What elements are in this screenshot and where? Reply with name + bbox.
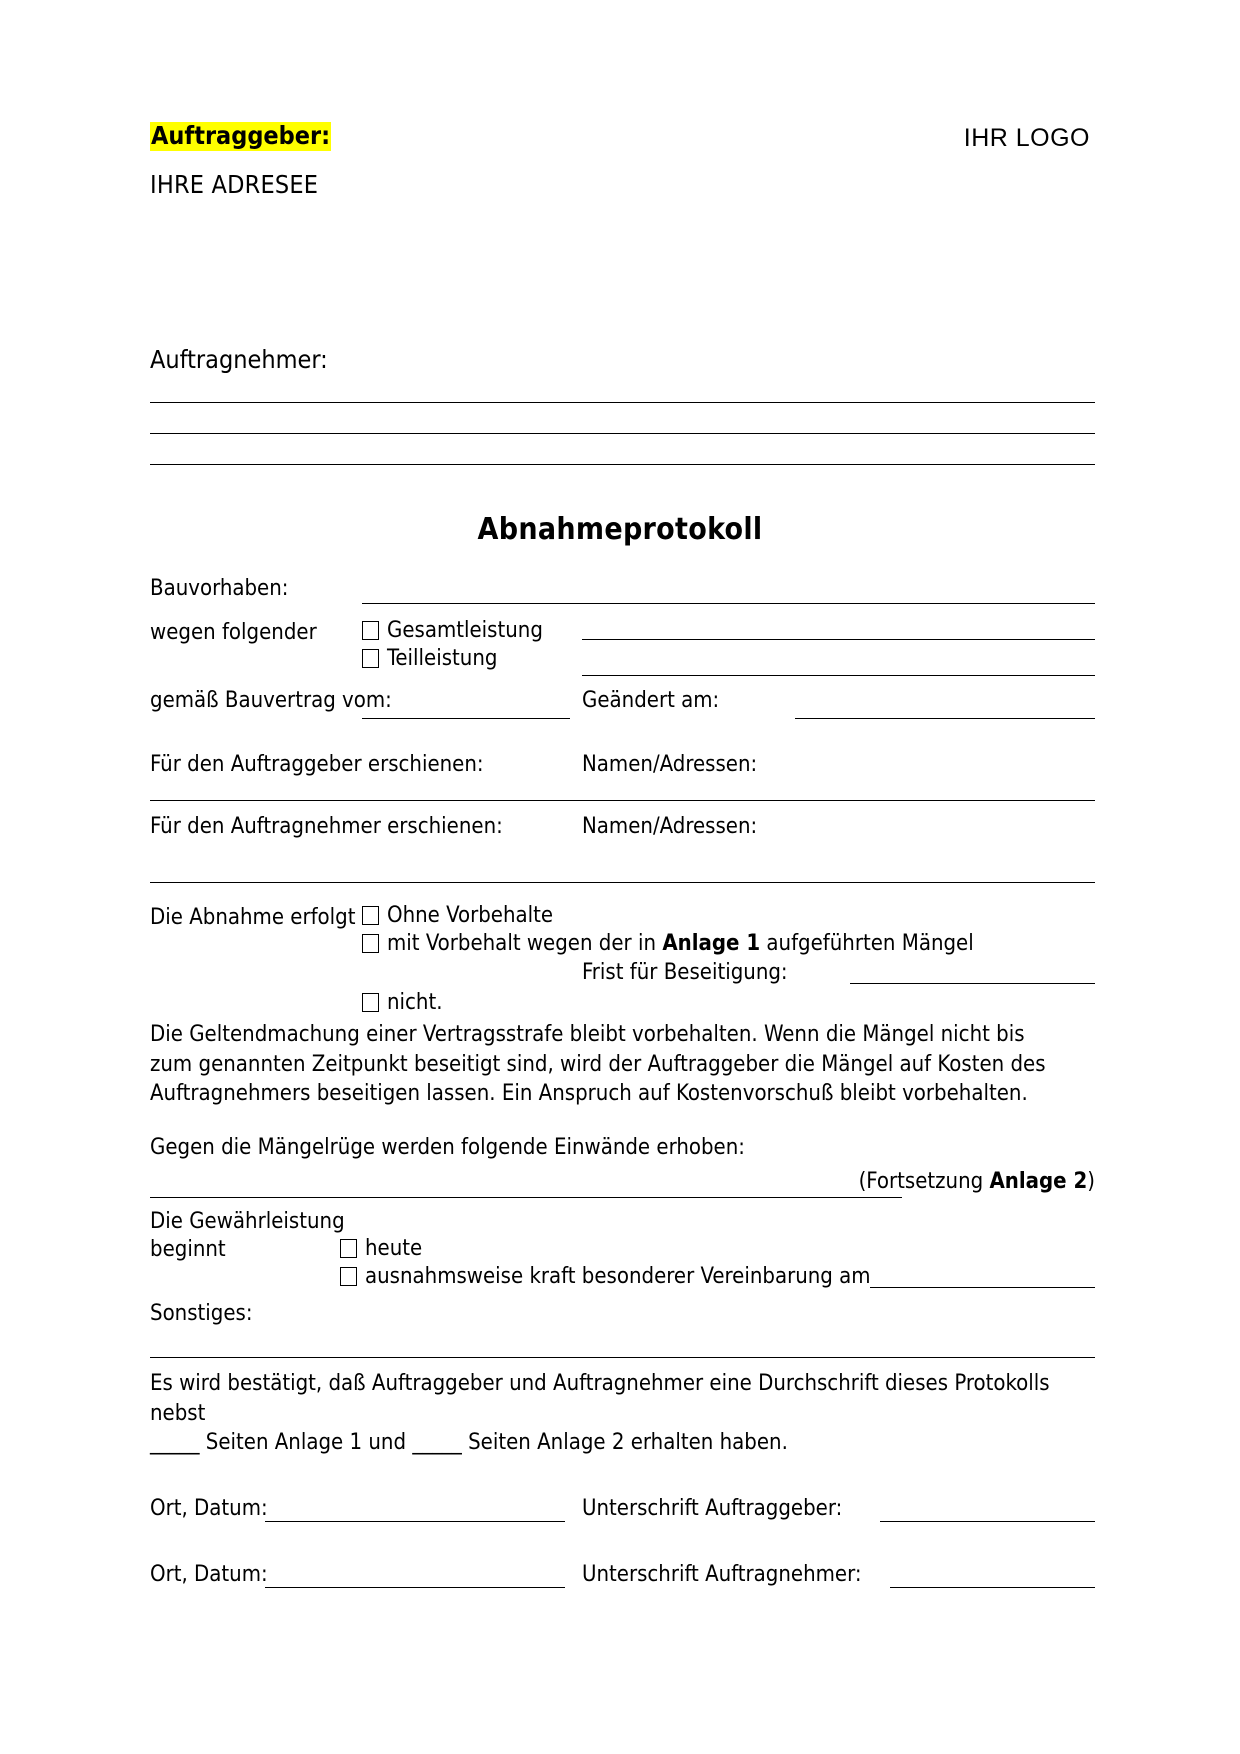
form-body xyxy=(150,568,1095,1620)
project-input-line[interactable] xyxy=(362,603,1095,604)
checkbox-nicht-label: nicht. xyxy=(387,990,443,1015)
deadline-label: Frist für Beseitigung: xyxy=(582,960,788,985)
client-attendees-input-line[interactable] xyxy=(150,800,1095,801)
continuation-suffix: ) xyxy=(1087,1169,1095,1195)
contract-date-input-line[interactable] xyxy=(362,718,570,719)
continuation-prefix: (Fortsetzung xyxy=(858,1169,990,1195)
contract-date-label: gemäß Bauvertrag vom: xyxy=(150,688,392,713)
signature-contractor-label: Unterschrift Auftragnehmer: xyxy=(582,1562,862,1588)
signature-client-label: Unterschrift Auftraggeber: xyxy=(582,1496,843,1522)
checkbox-teilleistung-label: Teilleistung xyxy=(387,646,498,671)
row-signature-contractor xyxy=(150,1560,1095,1620)
row-signature-client xyxy=(150,1494,1095,1560)
checkbox-heute-group[interactable] xyxy=(340,1234,422,1263)
client-address: IHRE ADRESEE xyxy=(150,170,319,199)
contractor-attendees-input-line[interactable] xyxy=(150,882,1095,883)
project-label: Bauvorhaben: xyxy=(150,576,289,601)
penalty-paragraph: Die Geltendmachung einer Vertragsstrafe bleibt vorbehalten. Wenn die Mängel nicht bis zum genannten Zeitpunkt beseitigt sind, wird der Auftraggeber die Mängel auf Kosten des Auftragnehmers beseitigen lassen. Ein Anspruch auf Kostenvorschuß bleibt vorbehalten. xyxy=(150,1022,1046,1107)
contractor-label: Auftragnehmer: xyxy=(150,345,328,374)
checkbox-nicht-group[interactable] xyxy=(362,988,443,1017)
client-attendees-label: Für den Auftraggeber erschienen: xyxy=(150,752,484,777)
place-date-label-2: Ort, Datum: xyxy=(150,1562,268,1588)
place-date-input-line-2[interactable] xyxy=(265,1587,565,1588)
service-type-label: wegen folgender xyxy=(150,620,317,645)
checkbox-mit-vorbehalt-group[interactable] xyxy=(362,929,974,958)
confirmation-block xyxy=(150,1369,1080,1458)
deadline-input-line[interactable] xyxy=(850,983,1095,984)
page-title: Abnahmeprotokoll xyxy=(477,512,763,547)
checkbox-ohne-vorbehalte[interactable] xyxy=(362,906,379,925)
objections-input-line[interactable] xyxy=(150,1197,902,1198)
checkbox-heute[interactable] xyxy=(340,1239,357,1258)
row-project xyxy=(150,568,1095,612)
row-acceptance-nicht xyxy=(150,986,1095,1018)
signature-client-input-line[interactable] xyxy=(880,1521,1095,1522)
acceptance-label: Die Abnahme erfolgt xyxy=(150,905,356,930)
checkbox-mit-vorbehalt-label-pre: mit Vorbehalt wegen der in xyxy=(387,931,663,956)
checkbox-teilleistung[interactable] xyxy=(362,649,379,668)
contractor-block xyxy=(150,345,1095,465)
checkbox-mit-vorbehalt[interactable] xyxy=(362,934,379,953)
checkbox-ohne-vorbehalte-label: Ohne Vorbehalte xyxy=(387,903,554,928)
contractor-attendees-names-label: Namen/Adressen: xyxy=(582,814,758,839)
checkbox-gesamtleistung-group[interactable] xyxy=(362,616,543,645)
row-contractor-attendees xyxy=(150,802,1095,886)
warranty-label-line1: Die Gewährleistung xyxy=(150,1209,345,1235)
place-date-input-line-1[interactable] xyxy=(265,1521,565,1522)
service-type-input-line-1[interactable] xyxy=(582,639,1095,640)
row-other xyxy=(150,1299,1095,1361)
changed-date-input-line[interactable] xyxy=(795,718,1095,719)
confirmation-line-1: Es wird bestätigt, daß Auftraggeber und Auftragnehmer eine Durchschrift dieses Protokolls nebst xyxy=(150,1371,1050,1426)
checkbox-gesamtleistung[interactable] xyxy=(362,621,379,640)
checkbox-teilleistung-group[interactable] xyxy=(362,644,497,673)
other-label: Sonstiges: xyxy=(150,1301,253,1327)
signature-contractor-input-line[interactable] xyxy=(890,1587,1095,1588)
row-warranty xyxy=(150,1207,1095,1299)
other-input-line[interactable] xyxy=(150,1357,1095,1358)
checkbox-gesamtleistung-label: Gesamtleistung xyxy=(387,618,543,643)
client-label: Auftraggeber: xyxy=(151,121,331,150)
row-acceptance xyxy=(150,886,1095,986)
warranty-date-input-line[interactable] xyxy=(870,1287,1095,1288)
logo-placeholder: IHR LOGO xyxy=(963,124,1090,152)
document-header xyxy=(150,122,1090,199)
warranty-label-line2: beginnt xyxy=(150,1237,226,1263)
checkbox-ausnahmsweise-group[interactable] xyxy=(340,1262,871,1291)
objections-label: Gegen die Mängelrüge werden folgende Einwände erhoben: xyxy=(150,1135,745,1161)
checkbox-ausnahmsweise-label: ausnahmsweise kraft besonderer Vereinbarung am xyxy=(365,1264,871,1290)
changed-date-label: Geändert am: xyxy=(582,688,720,713)
contractor-line-3 xyxy=(150,464,1095,465)
header-row xyxy=(150,122,1090,153)
anlage-1-reference: Anlage 1 xyxy=(662,931,761,956)
checkbox-ohne-vorbehalte-group[interactable] xyxy=(362,901,553,930)
row-contract-date xyxy=(150,676,1095,738)
confirmation-line-2: _____ Seiten Anlage 1 und _____ Seiten Anlage 2 erhalten haben. xyxy=(150,1430,788,1456)
place-date-label-1: Ort, Datum: xyxy=(150,1496,268,1522)
row-objections xyxy=(150,1133,1095,1207)
row-service-type xyxy=(150,612,1095,676)
checkbox-ausnahmsweise[interactable] xyxy=(340,1267,357,1286)
anlage-2-reference: Anlage 2 xyxy=(989,1169,1088,1195)
client-attendees-names-label: Namen/Adressen: xyxy=(582,752,758,777)
contractor-attendees-label: Für den Auftragnehmer erschienen: xyxy=(150,814,503,839)
checkbox-mit-vorbehalt-label-post: aufgeführten Mängel xyxy=(760,931,974,956)
row-client-attendees xyxy=(150,738,1095,802)
checkbox-nicht[interactable] xyxy=(362,993,379,1012)
checkbox-heute-label: heute xyxy=(365,1236,423,1262)
continuation-note xyxy=(859,1167,1095,1196)
